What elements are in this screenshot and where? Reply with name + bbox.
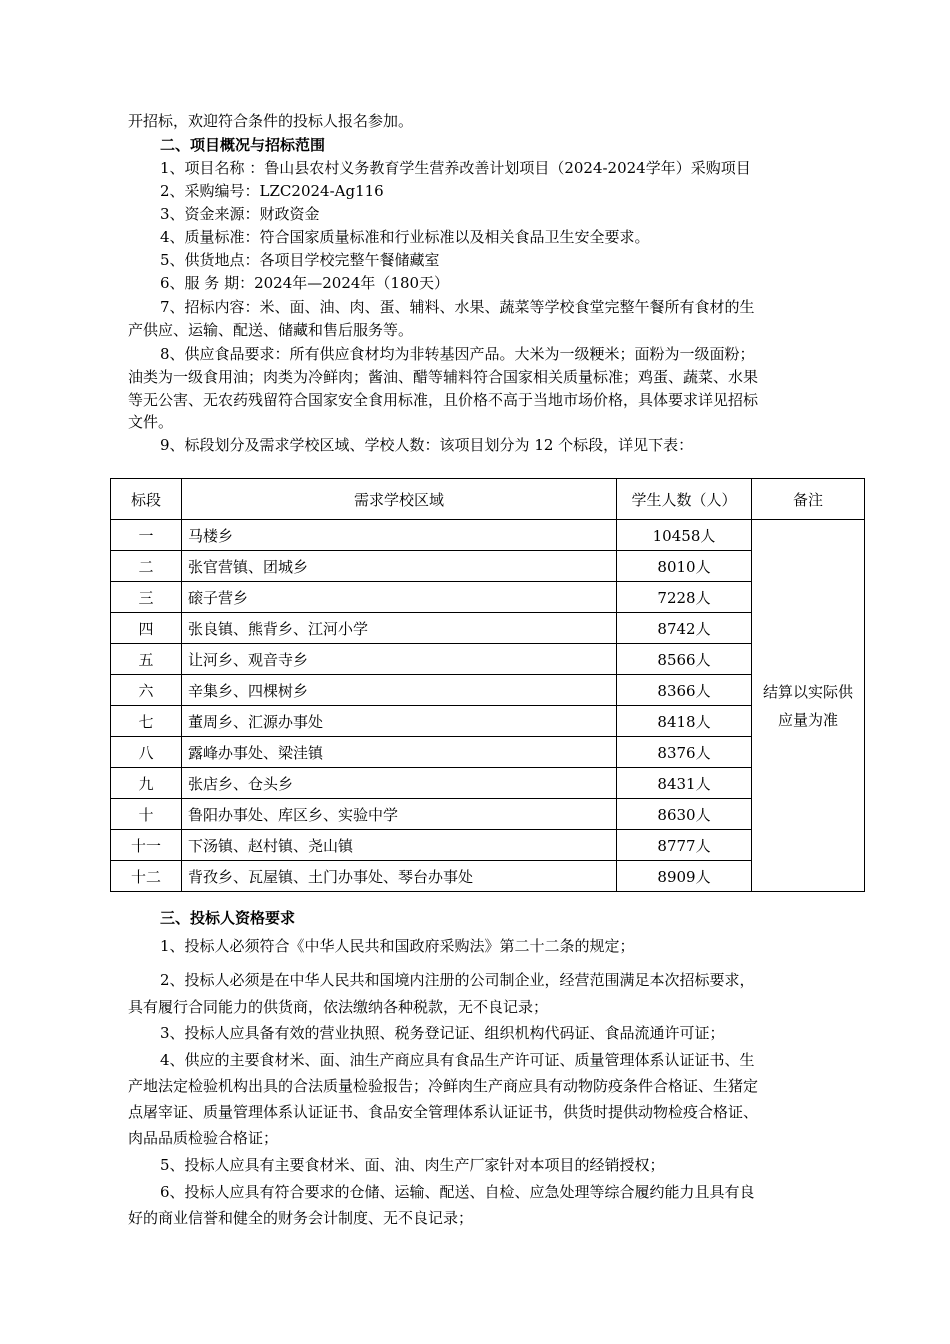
paragraph-line: 等无公害、无农药残留符合国家安全食用标准，且价格不高于当地市场价格，具体要求详见招标: [128, 391, 759, 409]
paragraph-line: 7、招标内容：米、面、油、肉、蛋、辅料、水果、蔬菜等学校食堂完整午餐所有食材的生: [160, 298, 755, 316]
paragraph-line: 5、供货地点：各项目学校完整午餐储藏室: [160, 251, 440, 269]
students-cell: 8431人: [617, 768, 752, 799]
segment-cell: 六: [111, 675, 182, 706]
table-row: [111, 706, 865, 737]
paragraph-line: 5、投标人应具有主要食材米、面、油、肉生产厂家针对本项目的经销授权；: [160, 1156, 665, 1174]
area-cell: 马楼乡: [182, 520, 617, 551]
paragraph-line: 4、供应的主要食材米、面、油生产商应具有食品生产许可证、质量管理体系认证证书、生: [160, 1051, 755, 1069]
table-row: [111, 675, 865, 706]
table-row: [111, 613, 865, 644]
area-cell: 鲁阳办事处、库区乡、实验中学: [182, 799, 617, 830]
students-cell: 8777人: [617, 830, 752, 861]
paragraph-line: 点屠宰证、质量管理体系认证证书、食品安全管理体系认证证书，供货时提供动物检疫合格证、: [128, 1103, 759, 1121]
paragraph-line: 好的商业信誉和健全的财务会计制度、无不良记录；: [128, 1209, 474, 1227]
paragraph-line: 3、投标人应具备有效的营业执照、税务登记证、组织机构代码证、食品流通许可证；: [160, 1024, 725, 1042]
header-note: 备注: [752, 479, 865, 520]
section-heading: 三、投标人资格要求: [160, 909, 296, 927]
area-cell: 露峰办事处、梁洼镇: [182, 737, 617, 768]
header-segment: 标段: [111, 479, 182, 520]
students-cell: 10458人: [617, 520, 752, 551]
segment-cell: 五: [111, 644, 182, 675]
segment-cell: 十一: [111, 830, 182, 861]
area-cell: 辛集乡、四棵树乡: [182, 675, 617, 706]
table-row: [111, 644, 865, 675]
segment-cell: 七: [111, 706, 182, 737]
segment-cell: 四: [111, 613, 182, 644]
paragraph-line: 肉品品质检验合格证；: [128, 1129, 279, 1147]
section-heading: 二、项目概况与招标范围: [160, 136, 326, 154]
paragraph-line: 1、投标人必须符合《中华人民共和国政府采购法》第二十二条的规定；: [160, 937, 635, 955]
table-row: [111, 768, 865, 799]
area-cell: 背孜乡、瓦屋镇、土门办事处、琴台办事处: [182, 861, 617, 892]
students-cell: 8010人: [617, 551, 752, 582]
paragraph-line: 8、供应食品要求：所有供应食材均为非转基因产品。大米为一级粳米；面粉为一级面粉；: [160, 345, 755, 363]
paragraph-line: 2、投标人必须是在中华人民共和国境内注册的公司制企业，经营范围满足本次招标要求，: [160, 971, 755, 989]
area-cell: 董周乡、汇源办事处: [182, 706, 617, 737]
segment-cell: 三: [111, 582, 182, 613]
paragraph-line: 3、资金来源：财政资金: [160, 205, 320, 223]
table-row: [111, 830, 865, 861]
paragraph-line: 具有履行合同能力的供货商，依法缴纳各种税款，无不良记录；: [128, 998, 549, 1016]
students-cell: 8418人: [617, 706, 752, 737]
area-cell: 磙子营乡: [182, 582, 617, 613]
segment-cell: 二: [111, 551, 182, 582]
paragraph-line: 6、投标人应具有符合要求的仓储、运输、配送、自检、应急处理等综合履约能力且具有良: [160, 1183, 755, 1201]
segment-cell: 八: [111, 737, 182, 768]
paragraph-line: 9、标段划分及需求学校区域、学校人数：该项目划分为 12 个标段，详见下表：: [160, 436, 694, 454]
students-cell: 8909人: [617, 861, 752, 892]
table-row: [111, 582, 865, 613]
table-row: [111, 861, 865, 892]
students-cell: 8376人: [617, 737, 752, 768]
students-cell: 8566人: [617, 644, 752, 675]
segment-cell: 九: [111, 768, 182, 799]
students-cell: 8366人: [617, 675, 752, 706]
bid-section-table: [110, 478, 865, 892]
students-cell: 8630人: [617, 799, 752, 830]
header-students: 学生人数（人）: [617, 479, 752, 520]
paragraph-line: 文件。: [128, 413, 174, 431]
paragraph-line: 1、项目名称 ：鲁山县农村义务教育学生营养改善计划项目（2024-2024学年）采购项目: [160, 159, 751, 177]
segment-cell: 十二: [111, 861, 182, 892]
area-cell: 下汤镇、赵村镇、尧山镇: [182, 830, 617, 861]
area-cell: 张店乡、仓头乡: [182, 768, 617, 799]
paragraph-line: 产地法定检验机构出具的合法质量检验报告；冷鲜肉生产商应具有动物防疫条件合格证、生猪定: [128, 1077, 759, 1095]
paragraph-line: 开招标，欢迎符合条件的投标人报名参加。: [128, 112, 414, 130]
table-row: [111, 737, 865, 768]
students-cell: 7228人: [617, 582, 752, 613]
note-cell: 结算以实际供应量为准: [752, 520, 865, 892]
segment-cell: 十: [111, 799, 182, 830]
area-cell: 张官营镇、团城乡: [182, 551, 617, 582]
table-row: [111, 799, 865, 830]
paragraph-line: 油类为一级食用油；肉类为冷鲜肉；酱油、醋等辅料符合国家相关质量标准；鸡蛋、蔬菜、水果: [128, 368, 759, 386]
table-row: [111, 551, 865, 582]
segment-cell: 一: [111, 520, 182, 551]
area-cell: 让河乡、观音寺乡: [182, 644, 617, 675]
paragraph-line: 产供应、运输、配送、储藏和售后服务等。: [128, 321, 414, 339]
table-header-row: [111, 479, 865, 520]
table-row: [111, 520, 865, 551]
paragraph-line: 2、采购编号：LZC2024-Ag116: [160, 182, 384, 200]
paragraph-line: 6、服 务 期：2024年—2024年（180天）: [160, 274, 450, 292]
header-area: 需求学校区域: [182, 479, 617, 520]
area-cell: 张良镇、熊背乡、江河小学: [182, 613, 617, 644]
paragraph-line: 4、质量标准：符合国家质量标准和行业标准以及相关食品卫生安全要求。: [160, 228, 650, 246]
students-cell: 8742人: [617, 613, 752, 644]
